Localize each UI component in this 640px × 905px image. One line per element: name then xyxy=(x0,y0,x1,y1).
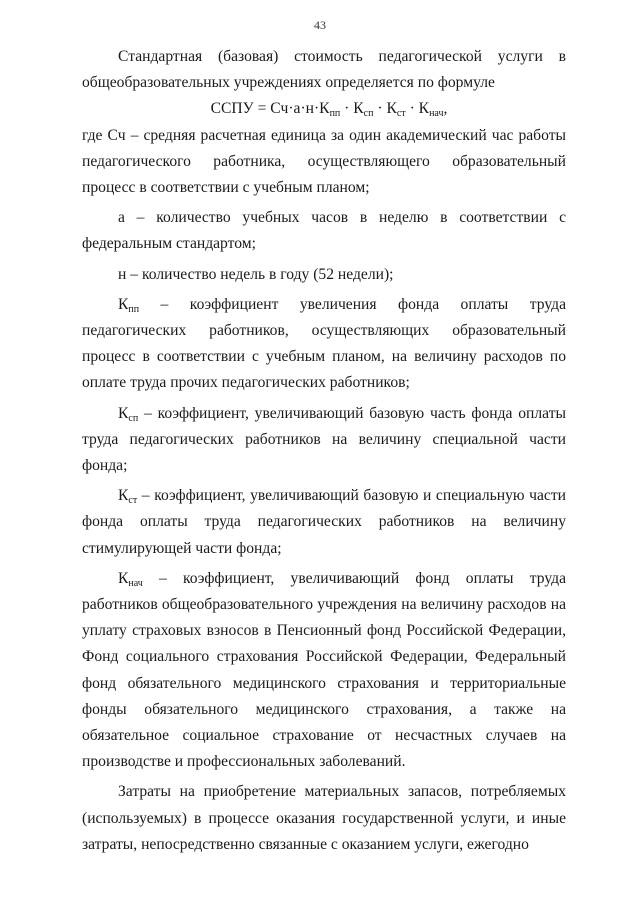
costs-paragraph: Затраты на приобретение материальных запасов, потребляемых (используемых) в процессе оказания государственной услуги, и иные затраты, непосредственно связанные с оказанием услуги, ежегодно xyxy=(82,783,566,853)
formula-lhs: ССПУ = Сч·а·н·К xyxy=(210,100,330,118)
formula-tail: , xyxy=(443,100,448,118)
formula-sub-sp: сп xyxy=(363,108,374,120)
kpp-letter: К xyxy=(118,295,129,313)
ksp-definition xyxy=(82,401,566,480)
formula-dot-2: · К xyxy=(373,100,397,118)
sch-definition: где Сч – средняя расчетная единица за один академический час работы педагогического работника, осуществляющего образовательный процесс в соответствии с учебным планом; xyxy=(82,126,566,197)
knach-definition xyxy=(82,566,566,776)
ksp-text: – коэффициент, увеличивающий базовую часть фонда оплаты труда педагогических работников на величину специальной части фонда; xyxy=(82,404,566,475)
kpp-text: – коэффициент увеличения фонда оплаты труда педагогических работников, осуществляющих образовательный процесс в соответствии с учебным планом, на величину расходов по оплате труда прочих педагогических работников; xyxy=(82,295,566,392)
kst-text: – коэффициент, увеличивающий базовую и специальную части фонда оплаты труда педагогических работников на величину стимулирующей части фонда; xyxy=(82,487,566,557)
knach-letter: К xyxy=(118,569,129,587)
kst-sub: ст xyxy=(128,495,138,507)
formula-sub-pp: пп xyxy=(329,108,341,120)
a-definition: а – количество учебных часов в неделю в соответствии с федеральным стандартом; xyxy=(82,209,566,253)
ksp-letter: К xyxy=(118,404,129,422)
knach-text: – коэффициент, увеличивающий фонд оплаты труда работников общеобразовательного учреждения на величину расходов на уплату страховых взносов в Пенсионный фонд Российской Федерации, Фонд социального страхования Российской Федерации, Федеральный фонд обязательного медицинского страхования и территориальные фонды обязательного медицинского страхования, а также на обязательное социальное страхование от несчастных случаев на производстве и профессиональных заболеваний. xyxy=(82,569,566,771)
kpp-sub: пп xyxy=(128,303,140,315)
document-body xyxy=(82,44,566,858)
ksp-sub: сп xyxy=(128,412,139,424)
cost-formula xyxy=(82,96,566,122)
formula-sub-st: ст xyxy=(396,108,406,120)
formula-sub-nach: нач xyxy=(429,108,444,120)
formula-dot-1: · К xyxy=(340,100,364,118)
kpp-definition xyxy=(82,292,566,397)
kst-definition xyxy=(82,483,566,562)
page-number: 43 xyxy=(314,18,326,32)
kst-letter: К xyxy=(118,487,129,505)
knach-sub: нач xyxy=(128,577,143,589)
n-definition: н – количество недель в году (52 недели); xyxy=(118,265,394,283)
formula-dot-3: · К xyxy=(405,100,430,118)
intro-paragraph: Стандартная (базовая) стоимость педагогической услуги в общеобразовательных учреждениях определяется по формуле xyxy=(82,48,566,92)
